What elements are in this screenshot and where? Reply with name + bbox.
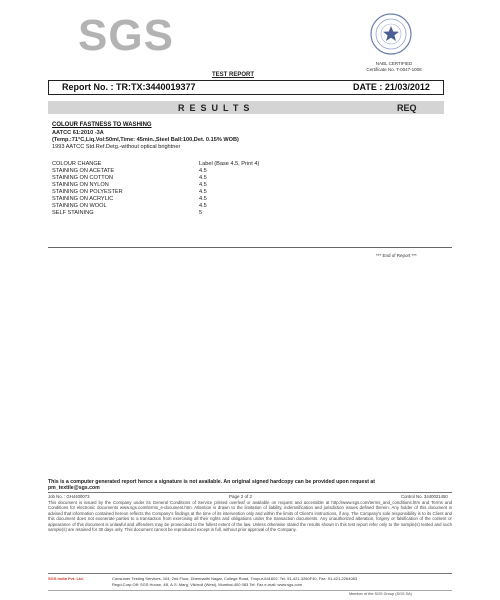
section-divider <box>48 247 452 248</box>
control-number: Control No. 3440021450 <box>401 494 448 499</box>
sgs-logo: SGS <box>78 11 174 60</box>
signature-notice-email: pm_textile@sgs.com <box>48 485 100 491</box>
test-parameters: (Temp.:71°C,Liq.Vol:50ml,Time: 45min.,Steel Ball:100,Det. 0.15% WOB) <box>52 137 239 143</box>
footer-divider <box>48 573 452 574</box>
document-title: TEST REPORT <box>212 72 255 78</box>
legal-disclaimer: This document is issued by the Company under its General Conditions of Service printed overleaf or available on request and accessible at http://www.sgs.com/terms_and_conditions.htm and Terms and Conditions for electronic documents www.sgs.com/terms_e-document.htm. Attention is drawn to the limitation of liability, indemnification and jurisdiction issues defined therein. Any holder of this document is advised that information contained hereon reflects the Company's findings at the time of its intervention only and within the limits of Client's instructions, if any. The Company's sole responsibility is to its Client and this document does not exonerate parties to a transaction from exercising all their rights and obligations under the transaction documents. Any unauthorized alteration, forgery or falsification of the content or appearance of this document is unlawful and offenders may be prosecuted to the fullest extent of the law. Unless otherwise stated the results shown in this test report refer only to the sample(s) tested and such sample(s) are retained for 30 days only. This document cannot be reproduced except in full, without prior approval of the Company. <box>48 500 452 533</box>
footer-divider <box>48 590 452 591</box>
result-value: 4.5 <box>199 175 207 181</box>
company-address: Consumer Testing Services, 104, 2nd Floor, Dheenadhi Nagar, College Road, Tirupur-641602. Tel: 91-421-3260F40, Fax: 91-421-2264083 <box>112 576 358 581</box>
result-label: SELF STAINING <box>52 210 94 216</box>
job-number: Job No. : GH4400073 <box>48 494 90 499</box>
result-value: 4.5 <box>199 168 207 174</box>
result-value: 4.5 <box>199 196 207 202</box>
registered-office: Regd.Corp.Off: SGS House, 4B, A.S. Marg, Vikhroli (West), Mumbai-400 083 Tel: Fax e-mail: www.sgs.com <box>112 582 302 587</box>
report-date: DATE : 21/03/2012 <box>353 82 430 92</box>
company-name: SGS India Pvt. Ltd. <box>48 576 84 581</box>
results-title: RESULTS <box>178 103 255 113</box>
result-label: COLOUR CHANGE <box>52 161 102 167</box>
result-label: STAINING ON WOOL <box>52 203 107 209</box>
result-value: 4.5 <box>199 203 207 209</box>
result-label: STAINING ON ACRYLIC <box>52 196 114 202</box>
accreditation-name: NABL CERTIFIED <box>375 61 413 66</box>
section-title: COLOUR FASTNESS TO WASHING <box>52 122 152 128</box>
test-method: AATCC 61:2010 -3A <box>52 130 104 136</box>
report-number: Report No. : TR:TX:3440019377 <box>62 82 196 92</box>
result-value: 5 <box>199 210 203 216</box>
nabl-seal-icon <box>369 12 413 56</box>
accreditation-certificate: Certificate No. T-0047-1008 <box>366 67 422 72</box>
result-value: 4.5 <box>199 189 207 195</box>
result-label: STAINING ON COTTON <box>52 175 114 181</box>
result-label: STAINING ON ACETATE <box>52 168 115 174</box>
page-number: Page 2 of 2 <box>229 494 253 499</box>
signature-notice: This is a computer generated report hence a signature is not available. An original signed hardcopy can be provided upon request at <box>48 479 375 485</box>
footer-divider <box>48 492 452 493</box>
result-label: STAINING ON NYLON <box>52 182 109 188</box>
result-label: STAINING ON POLYESTER <box>52 189 123 195</box>
results-req: REQ <box>397 103 417 113</box>
end-of-report: *** End of Report *** <box>376 253 417 258</box>
result-value: 4.5 <box>199 182 207 188</box>
test-standard: 1993 AATCC Std.Ref.Detg.-without optical brightner <box>52 144 181 150</box>
result-value: Label (Base 4.5, Print 4) <box>199 161 260 167</box>
group-membership: Member of the SGS Group (SGS SA) <box>349 592 412 596</box>
